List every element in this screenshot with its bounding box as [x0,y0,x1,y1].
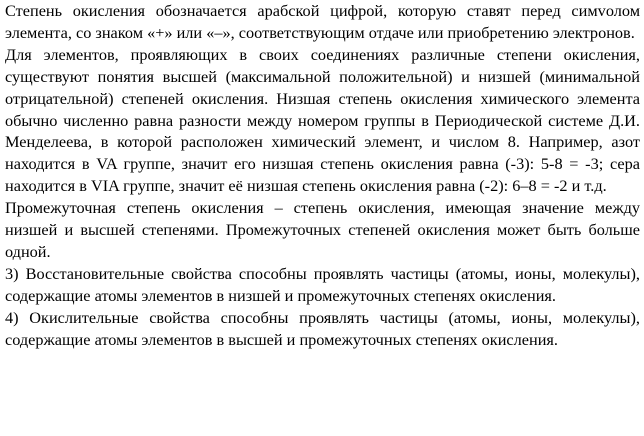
paragraph-highest-lowest-oxidation-states: Для элементов, проявляющих в своих соединениях различные степени окисления, существуют понятия высшей (максимальной положительной) и низшей (минимальной отрицательной) степеней окисления. Низшая степень окисления химического элемента обычно численно равна разности между номером группы в Периодической системе Д.И. Менделеева, в которой расположен химический элемент, и числом 8. Например, азот находится в VA группе, значит его низшая степень окисления равна (-3): 5-8 = -3; сера находится в VIA группе, значит её низшая степень окисления равна (-2): 6–8 = -2 и т.д. [5,44,640,196]
paragraph-reducing-properties: 3) Восстановительные свойства способны проявлять частицы (атомы, ионы, молекулы), содержащие атомы элементов в низшей и промежуточных степенях окисления. [5,263,640,305]
paragraph-oxidation-state-definition: Степень окисления обозначается арабской цифрой, которую ставят перед симvолом элемента, со знаком «+» или «–», соответствующим отдаче или приобретению электронов. [5,1,640,42]
paragraph-oxidizing-properties: 4) Окислительные свойства способны проявлять частицы (атомы, ионы, молекулы), содержащие атомы элементов в высшей и промежуточных степенях окисления. [5,307,640,349]
paragraph-intermediate-oxidation-state: Промежуточная степень окисления – степень окисления, имеющая значение между низшей и высшей степенями. Промежуточных степеней окисления может быть больше одной. [5,198,640,261]
